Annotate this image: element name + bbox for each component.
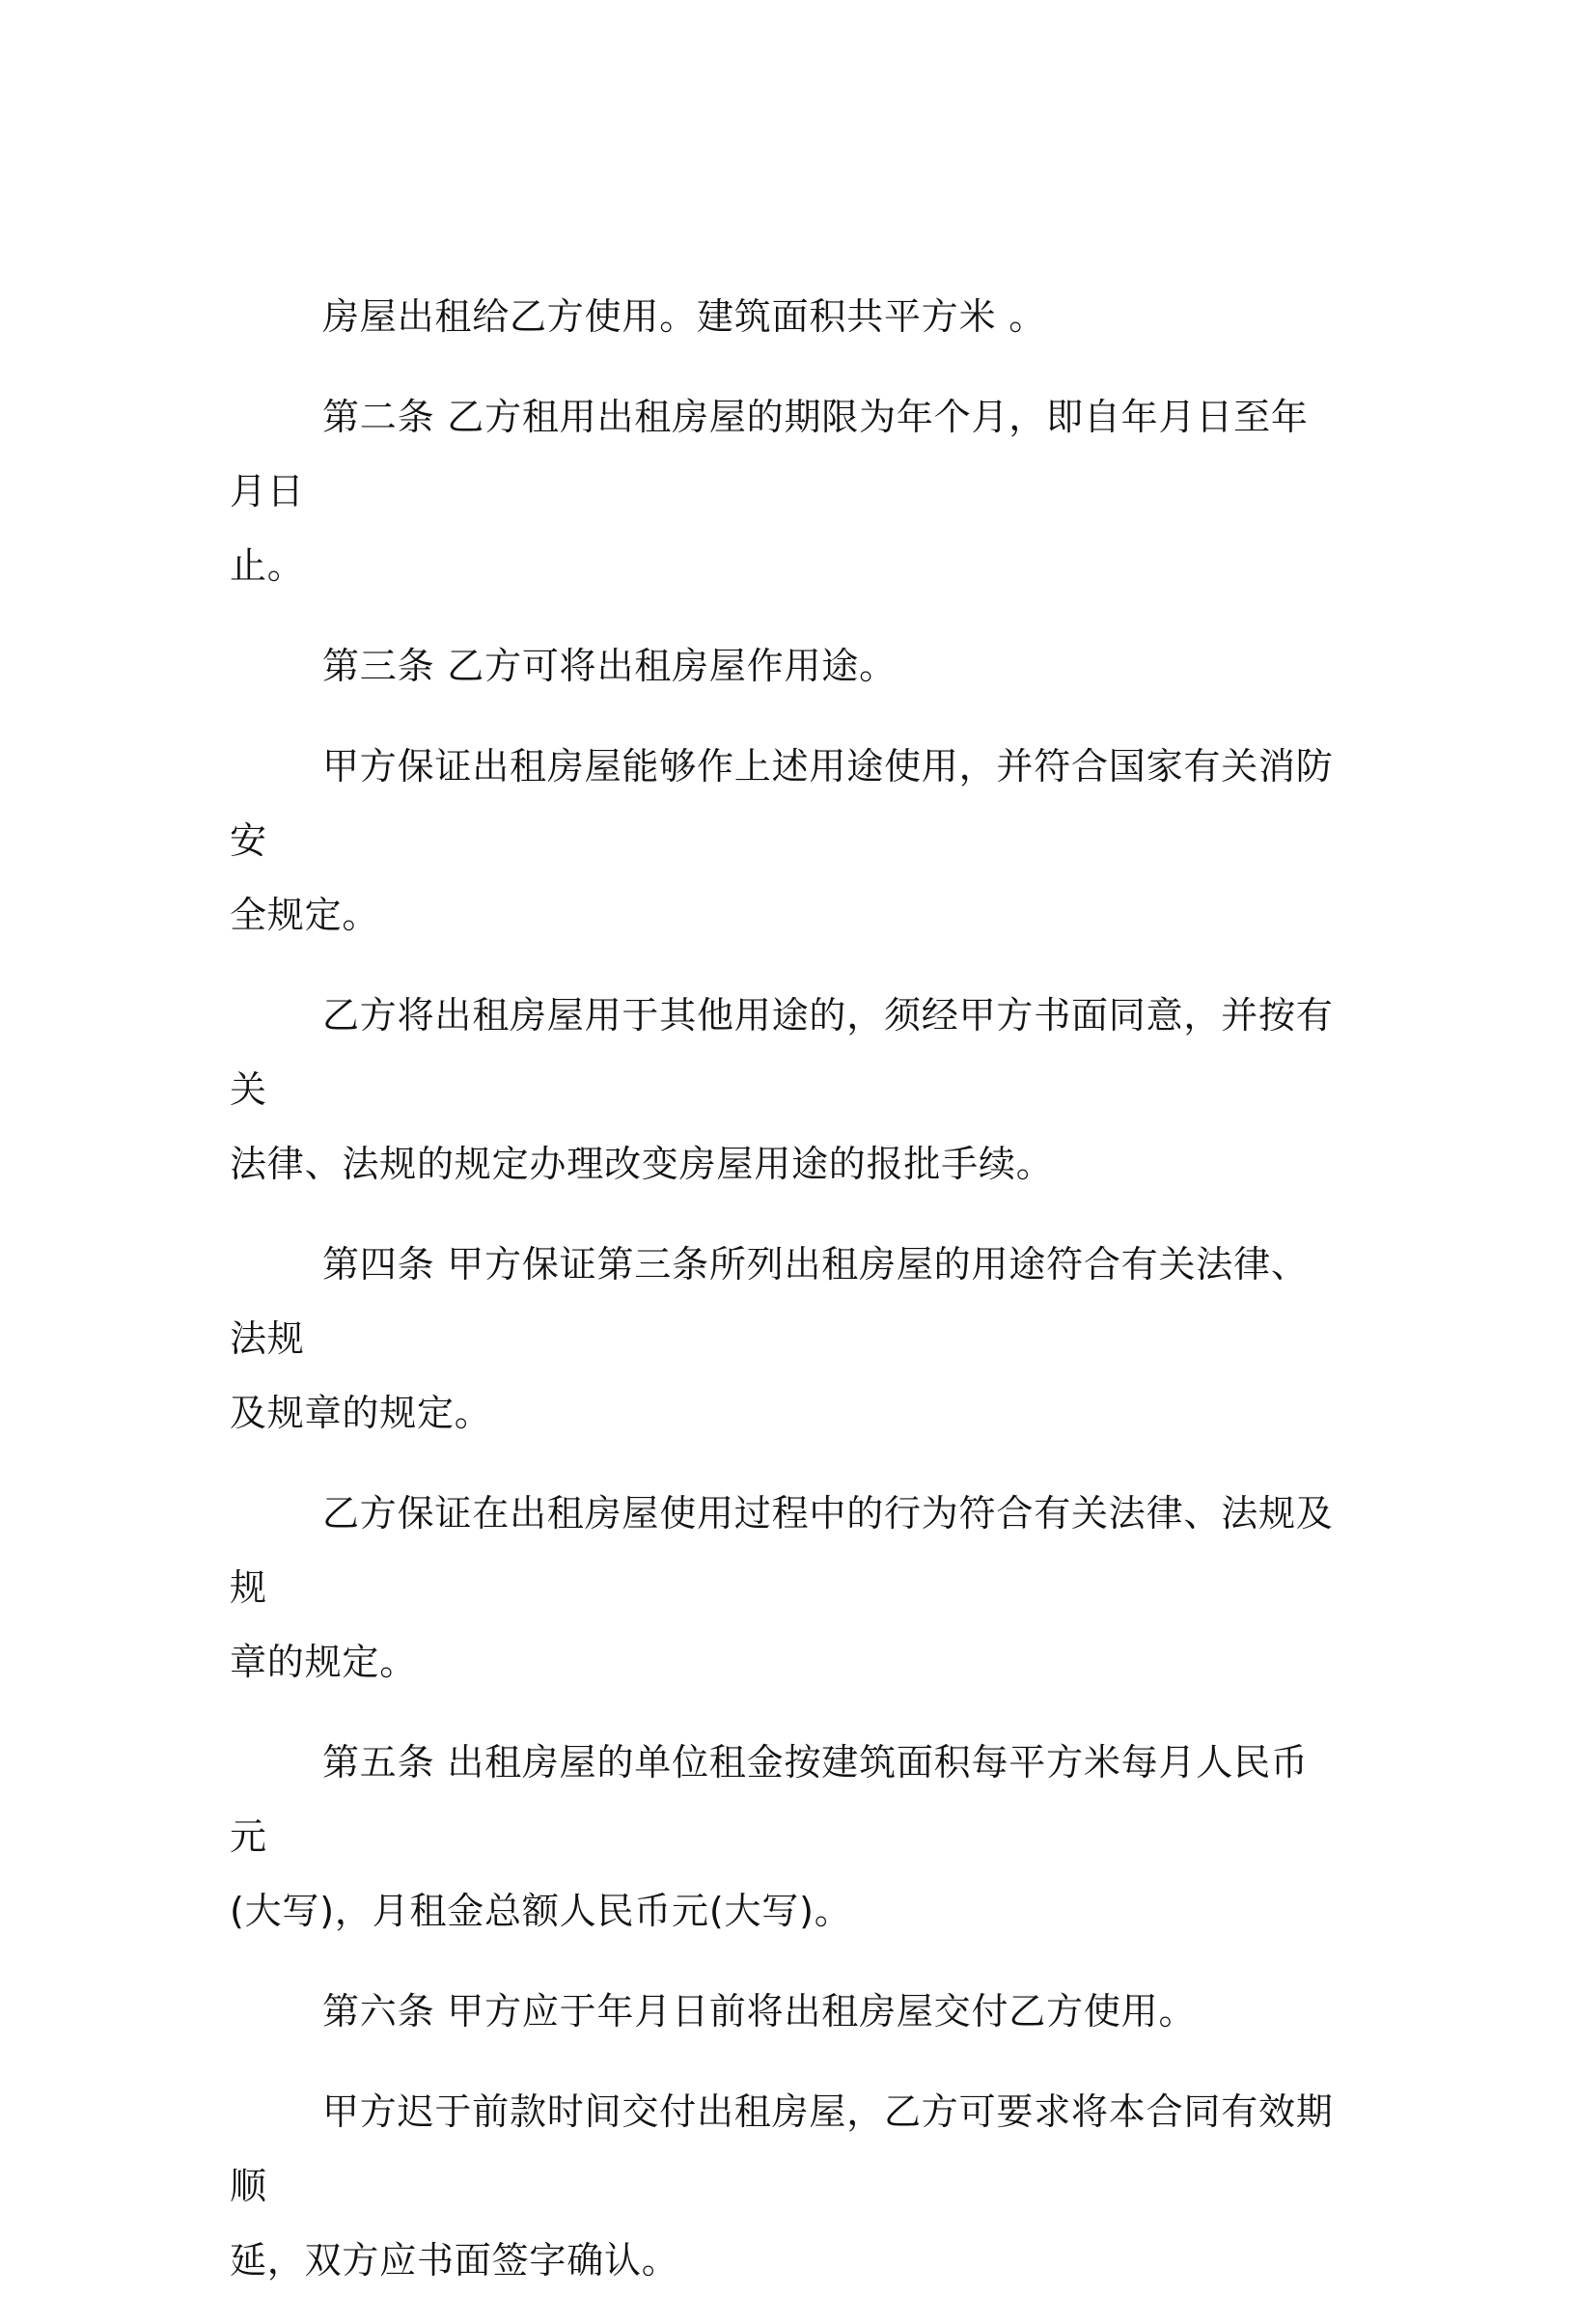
paragraph-late-delivery [230, 2075, 1340, 2298]
paragraph-article-3 [230, 629, 1340, 704]
paragraph-line: 甲方迟于前款时间交付出租房屋，乙方可要求将本合同有效期顺 [230, 2090, 1334, 2207]
paragraph-line: 乙方将出租房屋用于其他用途的，须经甲方书面同意，并按有关 [230, 994, 1334, 1111]
paragraph-article-6 [230, 1975, 1340, 2049]
paragraph-line: 第四条 甲方保证第三条所列出租房屋的用途符合有关法律、法规 [230, 1243, 1309, 1360]
paragraph-line: 及规章的规定。 [230, 1392, 492, 1434]
paragraph-line: 止。 [230, 544, 305, 587]
paragraph-line: 章的规定。 [230, 1641, 418, 1683]
paragraph-line: 法律、法规的规定办理改变房屋用途的报批手续。 [230, 1143, 1054, 1185]
paragraph-area [230, 280, 1340, 354]
paragraph-change-use [230, 979, 1340, 1202]
paragraph-line: 第五条 出租房屋的单位租金按建筑面积每平方米每月人民币元 [230, 1741, 1309, 1858]
paragraph-line: 甲方保证出租房屋能够作上述用途使用，并符合国家有关消防安 [230, 745, 1334, 862]
paragraph-article-2 [230, 380, 1340, 603]
document-body [230, 280, 1340, 2324]
paragraph-line: 房屋出租给乙方使用。建筑面积共平方米 。 [322, 295, 1047, 338]
paragraph-line: 第三条 乙方可将出租房屋作用途。 [322, 645, 897, 687]
paragraph-article-5 [230, 1726, 1340, 1949]
paragraph-line: 延，双方应书面签字确认。 [230, 2239, 679, 2282]
paragraph-tenant-conduct [230, 1477, 1340, 1700]
paragraph-line: 第二条 乙方租用出租房屋的期限为年个月，即自年月日至年月日 [230, 396, 1309, 512]
paragraph-line: 第六条 甲方应于年月日前将出租房屋交付乙方使用。 [322, 1990, 1197, 2033]
paragraph-line: 全规定。 [230, 894, 380, 936]
paragraph-article-4 [230, 1228, 1340, 1451]
paragraph-fire-safety [230, 730, 1340, 953]
paragraph-line: 乙方保证在出租房屋使用过程中的行为符合有关法律、法规及规 [230, 1492, 1334, 1609]
paragraph-line: (大写)，月租金总额人民币元(大写)。 [230, 1890, 852, 1932]
